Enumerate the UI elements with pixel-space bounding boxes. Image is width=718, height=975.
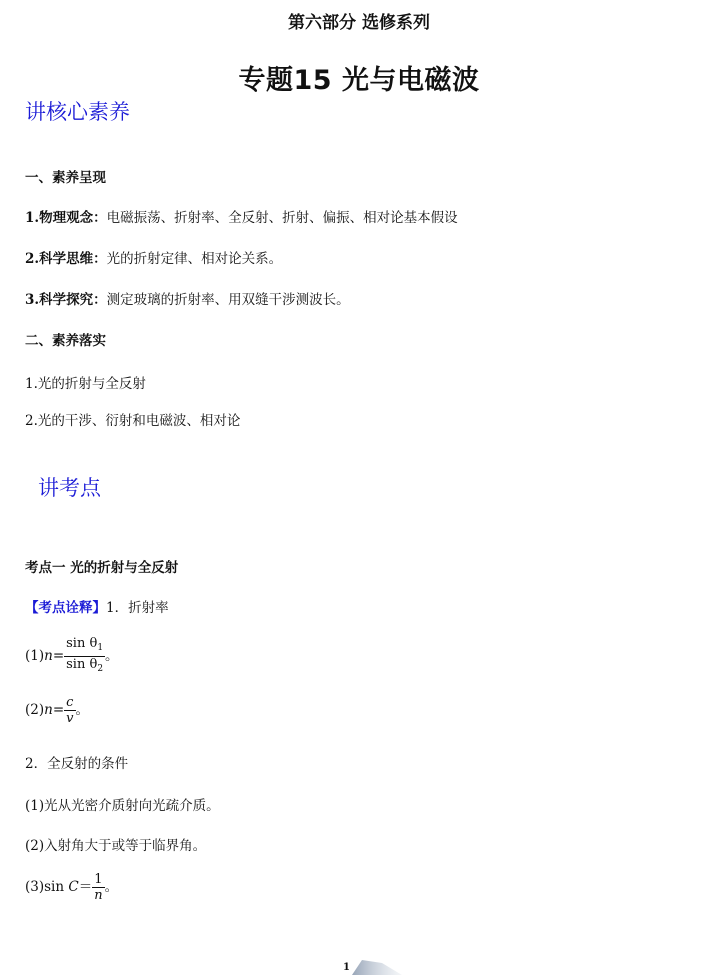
fraction-numerator: 1 xyxy=(92,872,104,888)
fraction-denominator: v xyxy=(66,711,74,726)
formula-refractive-index-2 xyxy=(25,695,89,726)
part-title: 第六部分 选修系列 xyxy=(288,13,430,33)
fraction-subscript: 1 xyxy=(97,643,104,653)
literacy-item-3 xyxy=(25,288,350,308)
formula-fraction xyxy=(64,636,105,677)
total-reflection-heading: 2．全反射的条件 xyxy=(25,756,129,772)
fraction-denominator: n xyxy=(94,888,103,903)
subheading-literacy-presentation: 一、素养呈现 xyxy=(25,170,106,186)
literacy-item-text: 测定玻璃的折射率、用双缝干涉测波长。 xyxy=(106,292,350,308)
formula-end: 。 xyxy=(104,879,119,895)
formula-prefix: (1) xyxy=(25,648,45,664)
formula-equals: ＝ xyxy=(78,879,93,895)
page-corner-decoration xyxy=(352,958,402,975)
formula-variable: n xyxy=(44,648,53,664)
formula-fraction xyxy=(64,695,75,726)
literacy-item-label: 3.科学探究： xyxy=(25,292,107,308)
formula-end: 。 xyxy=(105,648,119,664)
literacy-item-text: 电磁振荡、折射率、全反射、折射、偏振、相对论基本假设 xyxy=(106,210,458,226)
formula-prefix: (3)sin xyxy=(25,879,69,895)
condition-item: (2)入射角大于或等于临界角。 xyxy=(25,838,207,854)
literacy-item-text: 光的折射定律、相对论关系。 xyxy=(106,251,283,267)
note-label: 【考点诠释】 xyxy=(25,600,106,616)
page-title: 专题15 光与电磁波 xyxy=(238,65,480,96)
exam-point-note xyxy=(25,596,169,616)
formula-fraction xyxy=(92,872,104,903)
fraction-denominator: sin θ xyxy=(66,657,98,672)
formula-equals: = xyxy=(52,702,65,718)
list-item: 1.光的折射与全反射 xyxy=(25,376,146,392)
section-heading-core-literacy: 讲核心素养 xyxy=(25,100,130,124)
literacy-item-label: 2.科学思维： xyxy=(25,251,107,267)
formula-end: 。 xyxy=(75,702,89,718)
formula-critical-angle xyxy=(25,872,118,903)
note-text: 1．折射率 xyxy=(106,600,169,616)
literacy-item-label: 1.物理观念： xyxy=(25,210,107,226)
subheading-literacy-implementation: 二、素养落实 xyxy=(25,333,106,349)
formula-variable: C xyxy=(68,879,79,895)
formula-refractive-index-1 xyxy=(25,636,119,677)
section-heading-exam-points: 讲考点 xyxy=(38,476,101,500)
formula-variable: n xyxy=(44,702,53,718)
formula-prefix: (2) xyxy=(25,702,45,718)
condition-item: (1)光从光密介质射向光疏介质。 xyxy=(25,798,220,814)
exam-point-title: 考点一 光的折射与全反射 xyxy=(25,560,179,576)
literacy-item-2 xyxy=(25,247,282,267)
formula-equals: = xyxy=(52,648,65,664)
page-number: 1 xyxy=(343,962,350,973)
literacy-item-1 xyxy=(25,206,458,226)
fraction-subscript: 2 xyxy=(97,664,104,674)
fraction-numerator: c xyxy=(66,695,74,710)
fraction-numerator: sin θ xyxy=(66,636,98,651)
list-item: 2.光的干涉、衍射和电磁波、相对论 xyxy=(25,413,241,429)
